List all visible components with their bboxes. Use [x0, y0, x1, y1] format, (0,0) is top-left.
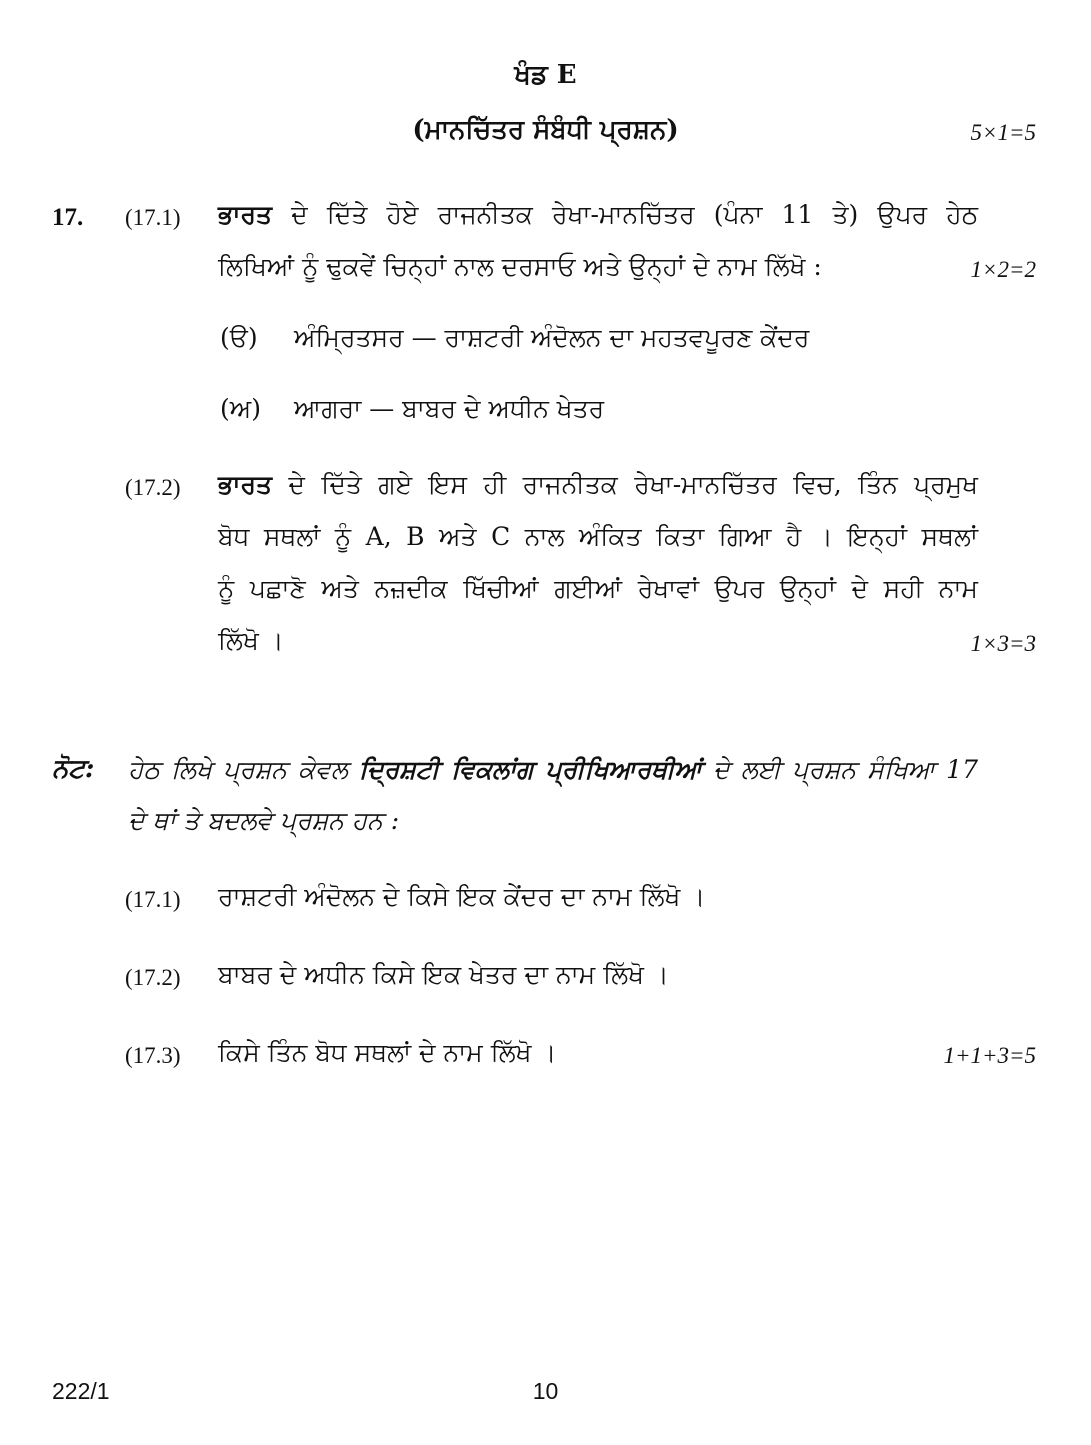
note-bold-phrase: ਦ੍ਰਿਸ਼ਟੀ ਵਿਕਲਾਂਗ ਪ੍ਰੀਖਿਆਰਥੀਆਂ [358, 755, 702, 784]
part2-line4: ਲਿੱਖੋ । [218, 626, 284, 655]
part1-bold-word: ਭਾਰਤ [218, 200, 272, 229]
part2-marks: 1×3=3 [970, 631, 1036, 656]
note-item-3-text: ਕਿਸੇ ਤਿੰਨ ਬੋਧ ਸਥਲਾਂ ਦੇ ਨਾਮ ਲਿੱਖੋ । [218, 1038, 557, 1067]
section-subtitle: (ਮਾਨਚਿੱਤਰ ਸੰਬੰਧੀ ਪ੍ਰਸ਼ਨ) [412, 115, 679, 145]
note-item-1-text: ਰਾਸ਼ਟਰੀ ਅੰਦੋਲਨ ਦੇ ਕਿਸੇ ਇਕ ਕੇਂਦਰ ਦਾ ਨਾਮ ਲਿੱਖੋ । [218, 882, 706, 911]
note-line1 [128, 755, 978, 785]
section-marks: 5×1=5 [970, 120, 1036, 145]
part2-label: (17.2) [125, 475, 181, 500]
note-line1-a: ਹੇਠ ਲਿਖੇ ਪ੍ਰਸ਼ਨ ਕੇਵਲ [128, 755, 359, 784]
page-number: 10 [532, 1378, 559, 1404]
part1-label: (17.1) [125, 205, 181, 230]
note-item-2-text: ਬਾਬਰ ਦੇ ਅਧੀਨ ਕਿਸੇ ਇਕ ਖੇਤਰ ਦਾ ਨਾਮ ਲਿੱਖੋ । [218, 960, 669, 989]
part2-line1 [218, 470, 978, 500]
part2-line2: ਬੋਧ ਸਥਲਾਂ ਨੂੰ A, B ਅਤੇ C ਨਾਲ ਅੰਕਿਤ ਕਿਤਾ ਗਿਆ ਹੈ । ਇਨ੍ਹਾਂ ਸਥਲਾਂ [218, 522, 978, 551]
part1-line2: ਲਿਖਿਆਂ ਨੂੰ ਢੁਕਵੇਂ ਚਿਨ੍ਹਾਂ ਨਾਲ ਦਰਸਾਓ ਅਤੇ ਉਨ੍ਹਾਂ ਦੇ ਨਾਮ ਲਿੱਖੋ : [218, 252, 822, 281]
question-number: 17. [52, 204, 84, 231]
note-label: ਨੋਟ: [52, 754, 95, 784]
note-line2: ਦੇ ਥਾਂ ਤੇ ਬਦਲਵੇ ਪ੍ਰਸ਼ਨ ਹਨ : [128, 806, 400, 835]
part2-line3: ਨੂੰ ਪਛਾਣੋ ਅਤੇ ਨਜ਼ਦੀਕ ਖਿੱਚੀਆਂ ਗਈਆਂ ਰੇਖਾਵਾਂ ਉਪਰ ਉਨ੍ਹਾਂ ਦੇ ਸਹੀ ਨਾਮ [218, 574, 978, 603]
part1-marks: 1×2=2 [970, 257, 1036, 282]
part1-item-a-text: ਅੰਮ੍ਰਿਤਸਰ — ਰਾਸ਼ਟਰੀ ਅੰਦੋਲਨ ਦਾ ਮਹਤਵਪੂਰਣ ਕੇਂਦਰ [294, 323, 810, 352]
note-item-2-label: (17.2) [125, 965, 181, 990]
part1-line1 [218, 200, 978, 230]
note-item-1-label: (17.1) [125, 887, 181, 912]
part1-item-a-label: (ੳ) [220, 323, 258, 352]
part1-item-b-label: (ਅ) [220, 394, 262, 423]
note-line1-b: ਦੇ ਲਈ ਪ੍ਰਸ਼ਨ ਸੰਖਿਆ 17 [701, 755, 978, 784]
part2-line1-text: ਦੇ ਦਿੱਤੇ ਗਏ ਇਸ ਹੀ ਰਾਜਨੀਤਕ ਰੇਖਾ-ਮਾਨਚਿੱਤਰ ਵਿਚ, ਤਿੰਨ ਪ੍ਰਮੁਖ [271, 470, 978, 499]
part1-item-b-text: ਆਗਰਾ — ਬਾਬਰ ਦੇ ਅਧੀਨ ਖੇਤਰ [294, 394, 605, 423]
paper-code: 222/1 [52, 1378, 110, 1404]
note-marks: 1+1+3=5 [943, 1043, 1036, 1068]
section-title: ਖੰਡ E [514, 60, 577, 90]
part2-bold-word: ਭਾਰਤ [218, 470, 272, 499]
note-item-3-label: (17.3) [125, 1043, 181, 1068]
part1-line1-text: ਦੇ ਦਿੱਤੇ ਹੋਏ ਰਾਜਨੀਤਕ ਰੇਖਾ-ਮਾਨਚਿੱਤਰ (ਪੰਨਾ 11 ਤੇ) ਉਪਰ ਹੇਠ [271, 200, 978, 229]
